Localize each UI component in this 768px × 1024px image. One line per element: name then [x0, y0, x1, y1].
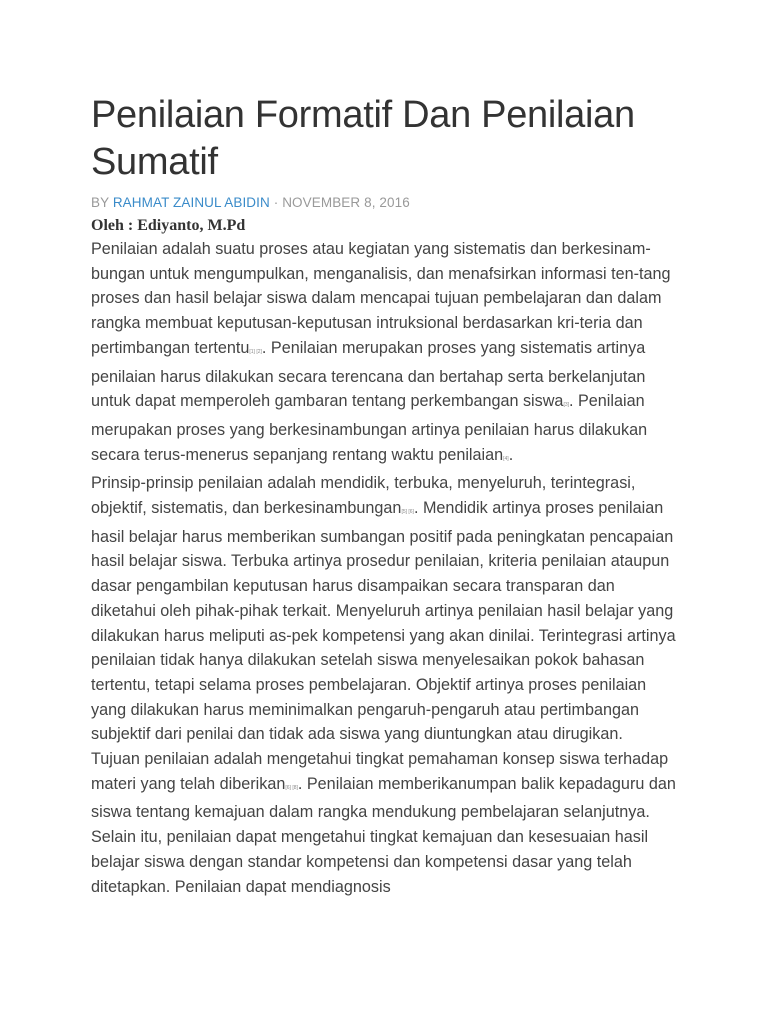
- paragraph-2: [91, 471, 681, 747]
- paragraph-text: Tujuan penilaian adalah mengetahui tingkat pemahaman konsep siswa terhadap materi yang telah diberikan: [91, 750, 669, 793]
- paragraph-text: . Penilaian memberikanumpan balik kepadaguru dan siswa tentang kemajuan dalam rangka mendukung pembelajaran selanjutnya. Selain itu, penilaian dapat mengetahui tingkat kemajuan dan kesesuaian hasil belajar siswa dengan standar kompetensi dan kompetensi dasar yang telah ditetapkan. Penilaian dapat mendiagnosis: [91, 774, 676, 896]
- paragraph-3: [91, 747, 681, 899]
- paragraph-text: . Penilaian merupakan proses yang sistematis artinya penilaian harus dilakukan secara terencana dan bertahap serta berkelanjutan untuk dapat memperoleh gambaran tentang perkembangan siswa: [91, 338, 646, 411]
- article-byline: Oleh : Ediyanto, M.Pd: [91, 217, 246, 234]
- article-title: Penilaian Formatif Dan Penilaian Sumatif: [91, 94, 635, 183]
- article-meta: [91, 194, 681, 212]
- paragraph-1: [91, 237, 681, 471]
- author-link[interactable]: RAHMAT ZAINUL ABIDIN: [112, 195, 270, 210]
- paragraph-text: . Mendidik artinya proses penilaian hasil belajar harus memberikan sumbangan positif pada peningkatan pencapaian hasil belajar siswa. Terbuka artinya prosedur penilaian, kriteria penilaian ataupun dasar pengambilan keputusan harus disampaikan secara transparan dan diketahui oleh pihak-pihak terkait. Menyeluruh artinya penilaian hasil belajar yang dilakukan harus meliputi as-pek kompetensi yang akan dinilai. Terintegrasi artinya penilaian tidak hanya dilakukan setelah siswa menyelesaikan pokok bahasan tertentu, tetapi selama proses pembelajaran. Objektif artinya proses penilaian yang dilakukan harus meminimalkan pengaruh-pengaruh atau pertimbangan subjektif dari penilai dan tidak ada siswa yang diuntungkan atau dirugikan.: [91, 499, 676, 744]
- footnote-ref[interactable]: [1] [2]: [249, 348, 262, 355]
- paragraph-text: Penilaian adalah suatu proses atau kegiatan yang sistematis dan berkesinam-bungan untuk mengumpulkan, menganalisis, dan menafsirkan informasi ten-tang proses dan hasil belajar siswa dalam mencapai tujuan pembelajaran dan dalam rangka membuat keputusan-keputusan intruksional berdasarkan kri-teria dan pertimbangan tertentu: [91, 240, 671, 357]
- footnote-ref[interactable]: [3]: [563, 402, 569, 409]
- footnote-ref[interactable]: [4]: [503, 455, 509, 462]
- footnote-ref[interactable]: [6] [8]: [285, 784, 298, 791]
- by-label: BY: [91, 195, 109, 210]
- footnote-ref[interactable]: [5] [6]: [401, 509, 414, 516]
- article: [91, 92, 681, 899]
- paragraph-text: .: [508, 445, 514, 464]
- meta-separator: ·: [273, 195, 279, 210]
- paragraph-text: . Penilaian merupakan proses yang berkesinambungan artinya penilaian harus dilakukan secara terus-menerus sepanjang rentang waktu penilaian: [91, 392, 648, 464]
- paragraph-text: Prinsip-prinsip penilaian adalah mendidik, terbuka, menyeluruh, terintegrasi, objektif, sistematis, dan berkesinambungan: [91, 474, 636, 518]
- article-body: [91, 237, 681, 899]
- post-date: NOVEMBER 8, 2016: [282, 195, 410, 210]
